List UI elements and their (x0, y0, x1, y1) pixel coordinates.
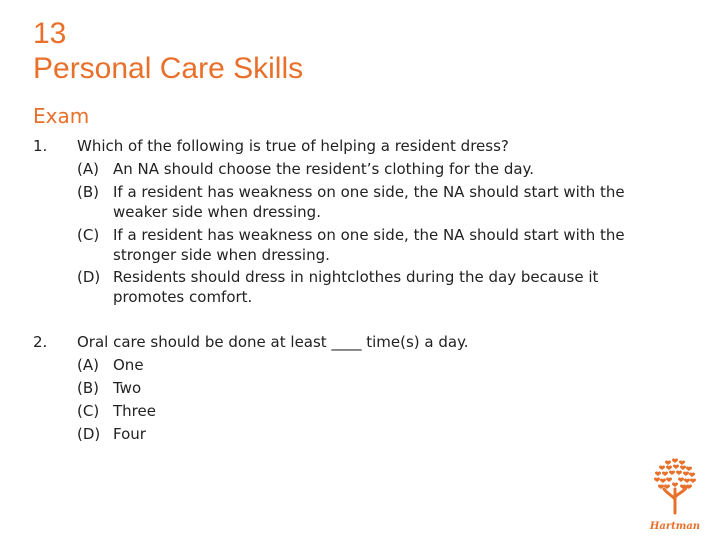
option-text: An NA should choose the resident’s clothing for the day. (113, 160, 535, 178)
option-letter: (D) (77, 425, 101, 443)
option-text: If a resident has weakness on one side, the NA should start with the (113, 226, 625, 244)
option-letter: (A) (77, 356, 99, 374)
option-letter: (A) (77, 160, 99, 178)
option-text-continued: promotes comfort. (113, 288, 253, 306)
question-number: 2. (33, 333, 48, 351)
logo-wordmark: Hartman (649, 521, 701, 532)
option-letter: (B) (77, 183, 99, 201)
chapter-title: Personal Care Skills (33, 52, 304, 85)
answer-option-c (77, 401, 156, 421)
answer-option-b (77, 182, 625, 221)
option-letter: (C) (77, 402, 100, 420)
option-text: Two (113, 379, 142, 397)
option-text: One (113, 356, 144, 374)
option-text-continued: weaker side when dressing. (113, 203, 321, 221)
option-letter: (B) (77, 379, 99, 397)
option-letter: (C) (77, 226, 100, 244)
answer-option-a (77, 159, 535, 179)
answer-option-b (77, 378, 142, 398)
answer-option-a (77, 355, 144, 375)
chapter-number: 13 (33, 17, 67, 50)
option-text: If a resident has weakness on one side, the NA should start with the (113, 183, 625, 201)
section-heading: Exam (33, 104, 90, 128)
answer-option-c (77, 225, 625, 264)
option-letter: (D) (77, 268, 101, 286)
heart-tree-logo-icon (640, 455, 710, 535)
answer-option-d (77, 267, 599, 306)
option-text: Four (113, 425, 146, 443)
question-stem: Which of the following is true of helping a resident dress? (77, 137, 509, 155)
option-text: Three (113, 402, 156, 420)
option-text: Residents should dress in nightclothes during the day because it (113, 268, 599, 286)
question-stem: Oral care should be done at least ____ time(s) a day. (77, 333, 469, 351)
slide-title (33, 16, 303, 86)
answer-option-d (77, 424, 146, 444)
question-number: 1. (33, 137, 48, 155)
option-text-continued: stronger side when dressing. (113, 246, 330, 264)
